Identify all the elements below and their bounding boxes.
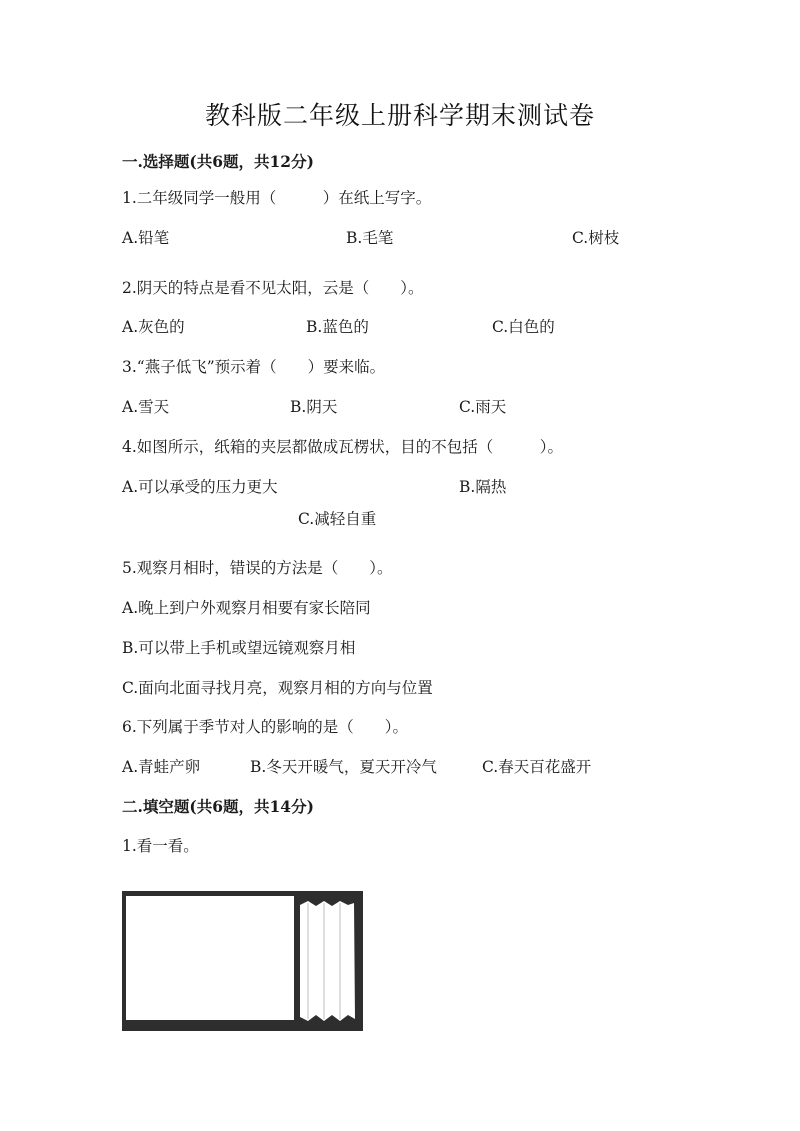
question-4-stem: 4.如图所示，纸箱的夹层都做成瓦楞状，目的不包括（ ）。 [122,438,564,456]
question-2-option-a: A.灰色的 [122,318,185,336]
question-1-option-b: B.毛笔 [346,229,394,247]
corrugated-cardboard-illustration [122,891,363,1031]
question-5-option-a: A.晚上到户外观察月相要有家长陪同 [122,599,371,617]
question-4-option-a: A.可以承受的压力更大 [122,478,278,496]
question-4-option-b: B.隔热 [459,478,507,496]
question-2-option-c: C.白色的 [492,318,555,336]
question-2-option-b: B.蓝色的 [306,318,369,336]
question-3-option-a: A.雪天 [122,398,170,416]
question-1-option-a: A.铅笔 [122,229,170,247]
page-title: 教科版二年级上册科学期末测试卷 [204,101,595,130]
section-heading-fill-blank: 二.填空题(共6题，共14分) [122,797,314,816]
question-1-stem: 1.二年级同学一般用（ ）在纸上写字。 [122,189,432,207]
question-1-option-c: C.树枝 [572,229,620,247]
question-6-option-c: C.春天百花盛开 [482,758,592,776]
question-6-stem: 6.下列属于季节对人的影响的是（ ）。 [122,718,409,736]
question-5-stem: 5.观察月相时，错误的方法是（ ）。 [122,559,393,577]
question-5-option-c: C.面向北面寻找月亮，观察月相的方向与位置 [122,679,433,697]
question-3-option-b: B.阴天 [290,398,338,416]
question-2-stem: 2.阴天的特点是看不见太阳，云是（ ）。 [122,279,424,297]
question-3-stem: 3.“燕子低飞”预示着（ ）要来临。 [122,358,386,376]
question-3-option-c: C.雨天 [459,398,507,416]
question-6-option-a: A.青蛙产卵 [122,758,201,776]
question-6-option-b: B.冬天开暖气，夏天开冷气 [250,758,437,776]
question-5-option-b: B.可以带上手机或望远镜观察月相 [122,639,356,657]
question-4-option-c: C.减轻自重 [298,510,377,528]
section-heading-choice: 一.选择题(共6题，共12分) [122,152,314,171]
fill-question-1-stem: 1.看一看。 [122,837,199,855]
corrugated-box-figure [122,891,363,1031]
